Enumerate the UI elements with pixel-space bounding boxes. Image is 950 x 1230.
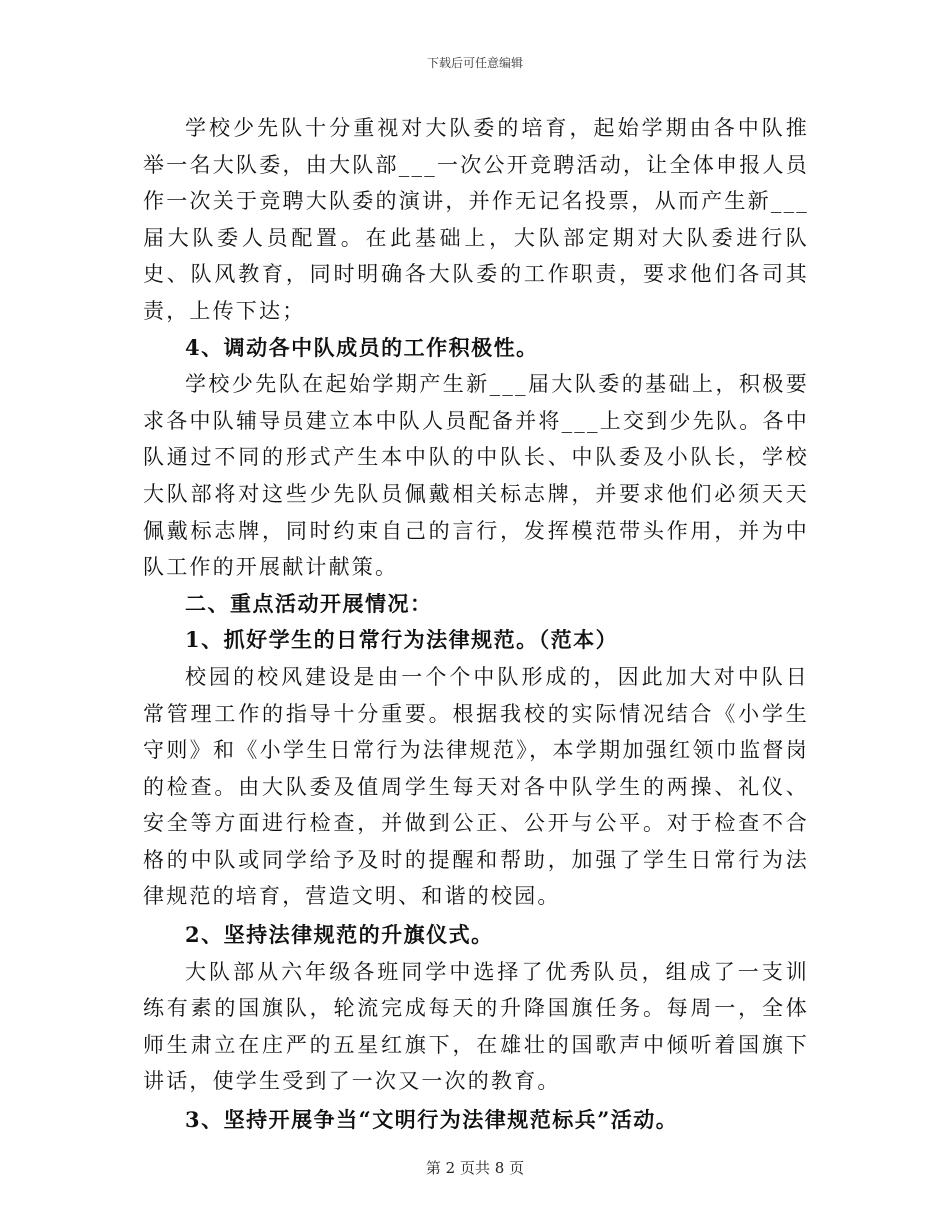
section-heading: 2、坚持法律规范的升旗仪式。 [185, 922, 494, 948]
paragraph: 大队部从六年级各班同学中选择了优秀队员，组成了一支训练有素的国旗队，轮流完成每天的升降国旗任务。每周一，全体师生肃立在庄严的五星红旗下，在雄壮的国歌声中倾听着国旗下讲话，使学生受到了一次又一次的教育。 [143, 959, 809, 1094]
paragraph: 学校少先队十分重视对大队委的培育，起始学期由各中队推举一名大队委，由大队部___一次公开竞聘活动，让全体申报人员作一次关于竞聘大队委的演讲，并作无记名投票，从而产生新___届大队委人员配置。在此基础上，大队部定期对大队委进行队史、队风教育，同时明确各大队委的工作职责，要求他们各司其责，上传下达； [143, 116, 809, 323]
section-heading: 二、重点活动开展情况： [185, 590, 433, 616]
page-header: 下载后可任意编辑 [426, 56, 523, 70]
paragraph: 校园的校风建设是由一个个中队形成的，因此加大对中队日常管理工作的指导十分重要。根据我校的实际情况结合《小学生守则》和《小学生日常行为法律规范》，本学期加强红领巾监督岗的检查。由大队委及值周学生每天对各中队学生的两操、礼仪、安全等方面进行检查，并做到公正、公开与公平。对于检查不合格的中队或同学给予及时的提醒和帮助，加强了学生日常行为法律规范的培育，营造文明、和谐的校园。 [143, 664, 809, 909]
section-heading: 1、抓好学生的日常行为法律规范。（范本） [185, 627, 619, 653]
page-footer: 第 2 页共 8 页 [425, 1159, 525, 1177]
paragraph: 学校少先队在起始学期产生新___届大队委的基础上，积极要求各中队辅导员建立本中队人员配备并将___上交到少先队。各中队通过不同的形式产生本中队的中队长、中队委及小队长，学校大队部将对这些少先队员佩戴相关标志牌，并要求他们必须天天佩戴标志牌，同时约束自己的言行，发挥模范带头作用，并为中队工作的开展献计献策。 [143, 372, 809, 580]
section-heading: 3、坚持开展争当“文明行为法律规范标兵”活动。 [185, 1107, 679, 1133]
document-body [143, 110, 809, 1139]
section-heading: 4、调动各中队成员的工作积极性。 [185, 334, 539, 360]
